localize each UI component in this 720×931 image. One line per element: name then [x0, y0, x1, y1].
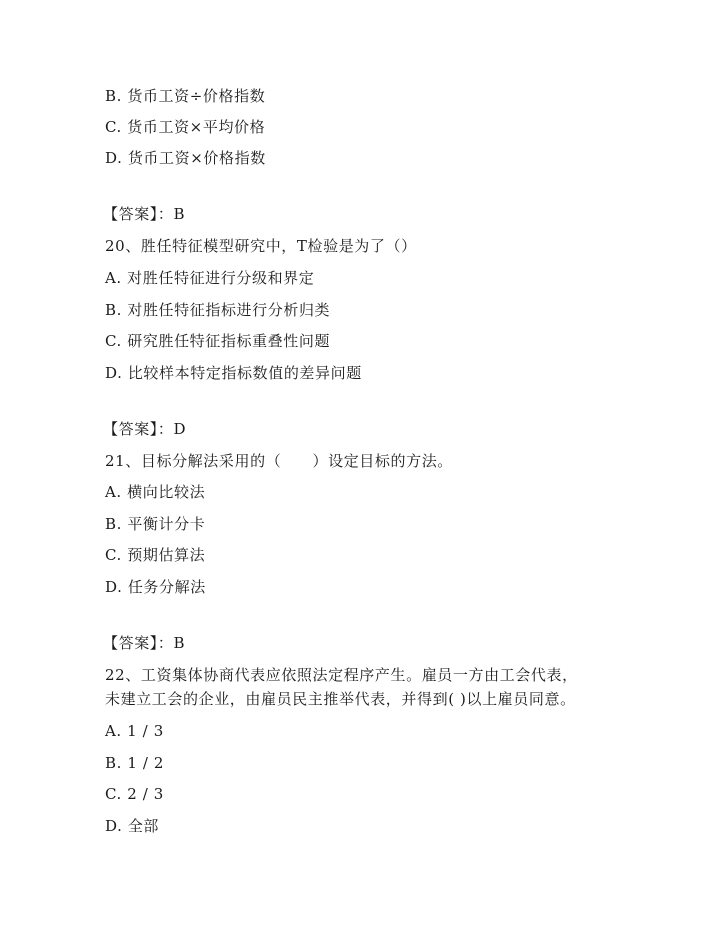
q21-question: 21、目标分解法采用的（ ）设定目标的方法。: [105, 452, 453, 470]
q19-option-b: B. 货币工资÷价格指数: [105, 87, 266, 105]
q20-answer: 【答案】：D: [103, 420, 187, 438]
q21-answer: 【答案】：B: [103, 634, 186, 652]
q21-option-a: A. 横向比较法: [105, 483, 206, 501]
q20-question: 20、胜任特征模型研究中，T检验是为了（）: [105, 237, 417, 255]
q22-question-line-2: 未建立工会的企业，由雇员民主推举代表，并得到( )以上雇员同意。: [105, 690, 576, 708]
q20-option-a: A. 对胜任特征进行分级和界定: [105, 269, 315, 287]
q19-option-c: C. 货币工资×平均价格: [105, 118, 266, 136]
q22-option-d: D. 全部: [105, 817, 160, 835]
q22-option-c: C. 2 / 3: [105, 785, 164, 803]
q22-option-a: A. 1 / 3: [105, 722, 164, 740]
q19-answer: 【答案】：B: [103, 205, 186, 223]
q20-option-d: D. 比较样本特定指标数值的差异问题: [105, 364, 362, 382]
q22-question-line-1: 22、工资集体协商代表应依照法定程序产生。雇员一方由工会代表，: [105, 666, 578, 684]
q20-option-c: C. 研究胜任特征指标重叠性问题: [105, 332, 331, 350]
q21-option-c: C. 预期估算法: [105, 546, 206, 564]
q21-option-d: D. 任务分解法: [105, 578, 206, 596]
q19-option-d: D. 货币工资×价格指数: [105, 149, 266, 167]
q21-option-b: B. 平衡计分卡: [105, 515, 206, 533]
q22-option-b: B. 1 / 2: [105, 754, 165, 772]
q20-option-b: B. 对胜任特征指标进行分析归类: [105, 301, 331, 319]
